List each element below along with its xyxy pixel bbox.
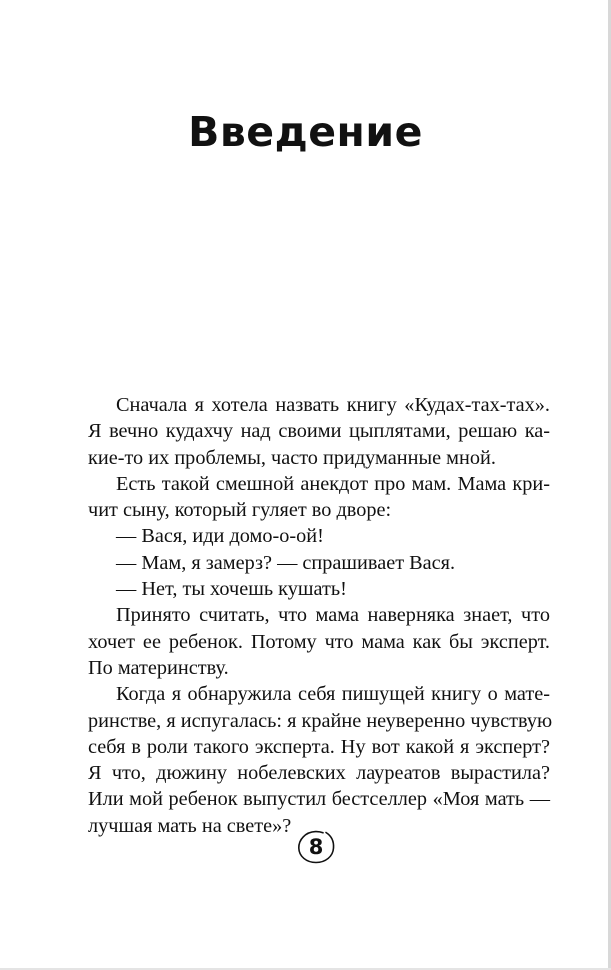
text-line: — Вася, иди домо-о-ой! <box>116 525 324 548</box>
text-line: себя в роли такого эксперта. Ну вот какой я эксперт? <box>88 735 550 758</box>
chapter-title: Введение <box>188 108 423 156</box>
text-line: Я что, дюжину нобелевских лауреатов вырастила? <box>88 762 550 785</box>
paragraph <box>88 602 550 681</box>
text-line: чит сыну, который гуляет во дворе: <box>88 499 392 522</box>
text-line: хочет ее ребенок. Потому что мама как бы эксперт. <box>88 630 550 653</box>
page-number-label: 8 <box>308 835 324 859</box>
text-line: кие-то их проблемы, часто придуманные мной. <box>88 446 496 469</box>
paragraph <box>88 471 550 524</box>
text-line: ринстве, я испугалась: я крайне неуверенно чувствую <box>88 709 553 732</box>
text-line: Я вечно кудахчу над своими цыплятами, решаю ка- <box>88 420 550 443</box>
text-line: Есть такой смешной анекдот про мам. Мама кри- <box>116 472 550 495</box>
text-line: Сначала я хотела назвать книгу «Кудах-тах-тах». <box>116 394 550 416</box>
chapter-body <box>88 392 553 839</box>
text-line: Когда я обнаружила себя пишущей книгу о мате- <box>116 683 550 706</box>
page-number <box>296 828 336 866</box>
paragraph <box>88 392 550 471</box>
dialogue-line <box>88 550 550 576</box>
dialogue-line <box>88 523 550 549</box>
text-line: — Нет, ты хочешь кушать! <box>116 578 347 601</box>
dialogue-line <box>88 576 550 602</box>
text-line: Принято считать, что мама наверняка знает, что <box>116 604 550 627</box>
text-line: лучшая мать на свете»? <box>88 814 292 837</box>
text-line: — Мам, я замерз? — спрашивает Вася. <box>116 551 456 574</box>
text-line: Или мой ребенок выпустил бестселлер «Моя мать — <box>88 788 550 811</box>
text-line: По материнству. <box>88 656 229 679</box>
paragraph <box>88 681 553 839</box>
